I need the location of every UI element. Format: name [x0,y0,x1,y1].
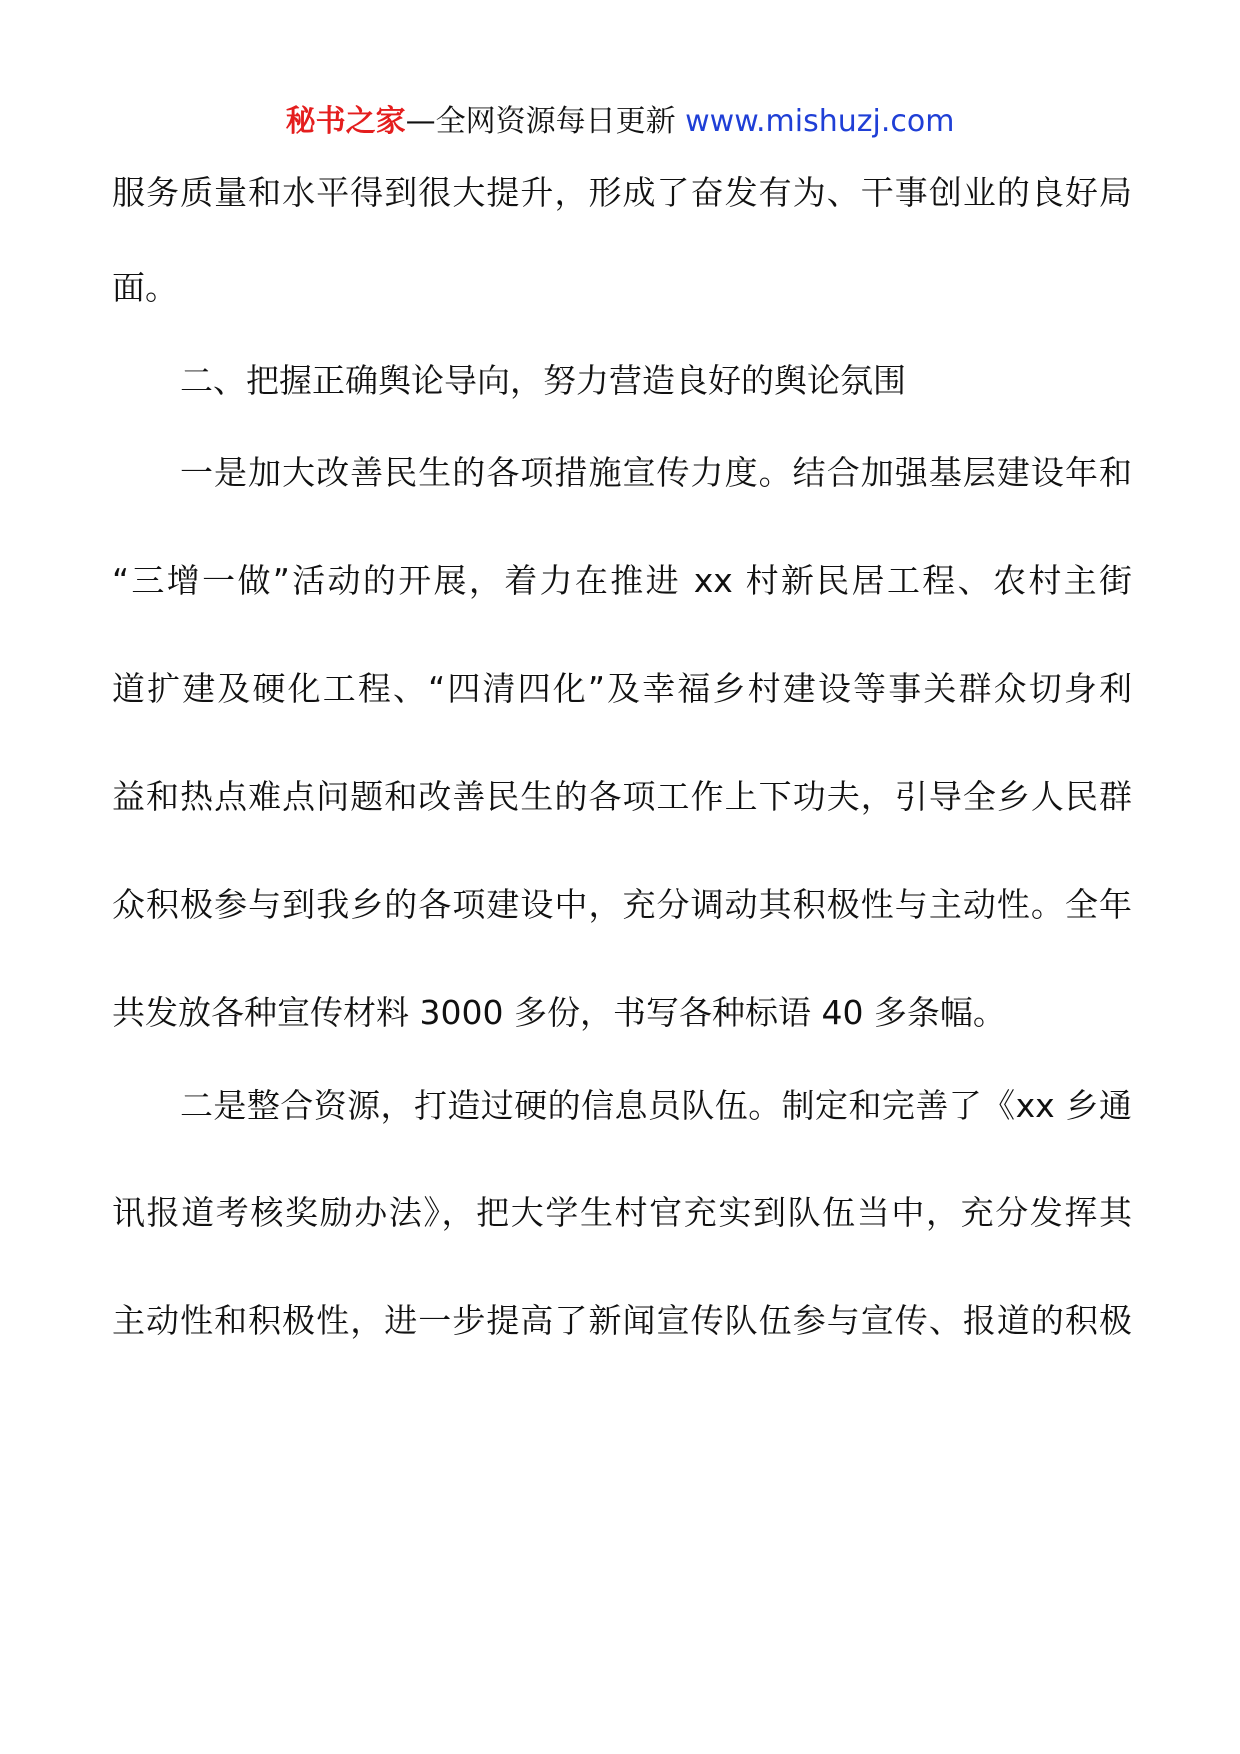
site-header [0,100,1240,144]
body-line: 众积极参与到我乡的各项建设中，充分调动其积极性与主动性。全年 [112,885,1132,924]
body-line: 一是加大改善民生的各项措施宣传力度。结合加强基层建设年和 [180,453,1132,492]
section-heading: 二、把握正确舆论导向，努力营造良好的舆论氛围 [180,361,906,400]
body-line: 二是整合资源，打造过硬的信息员队伍。制定和完善了《xx 乡通 [180,1086,1132,1125]
body-line: 主动性和积极性，进一步提高了新闻宣传队伍参与宣传、报道的积极 [112,1301,1132,1340]
body-line: 面。 [112,268,178,307]
brand-name: 秘书之家 [285,104,406,139]
body-line: 讯报道考核奖励办法》，把大学生村官充实到队伍当中，充分发挥其 [112,1193,1132,1232]
site-url[interactable]: www.mishuzj.com [685,104,955,139]
body-line: “三增一做”活动的开展，着力在推进 xx 村新民居工程、农村主街 [112,561,1132,600]
body-line: 服务质量和水平得到很大提升，形成了奋发有为、干事创业的良好局 [112,173,1132,212]
body-line: 道扩建及硬化工程、“四清四化”及幸福乡村建设等事关群众切身利 [112,669,1132,708]
header-tagline: —全网资源每日更新 [405,104,676,139]
body-line: 益和热点难点问题和改善民生的各项工作上下功夫，引导全乡人民群 [112,777,1132,816]
body-line: 共发放各种宣传材料 3000 多份，书写各种标语 40 多条幅。 [112,993,1006,1032]
